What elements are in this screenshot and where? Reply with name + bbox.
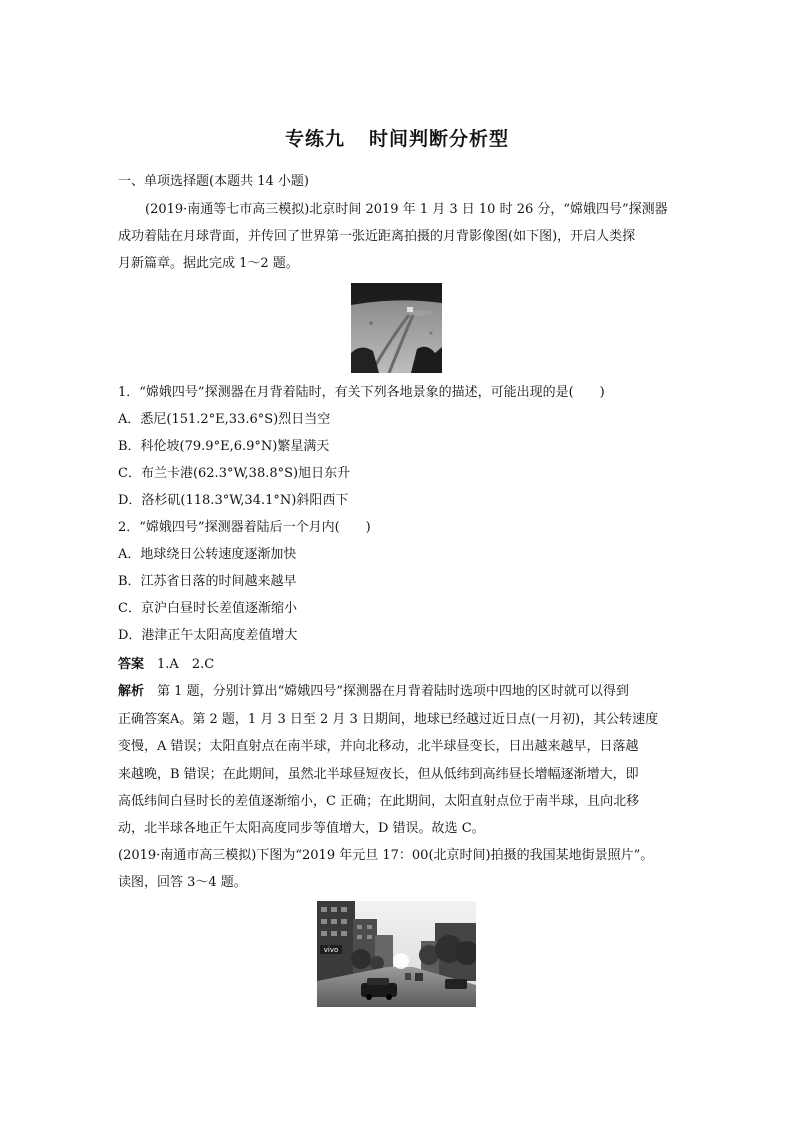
- moon-photo: [351, 283, 442, 373]
- explanation-line5: 高低纬间白昼时长的差值逐渐缩小，C 正确；在此期间，太阳直射点位于南半球，且向北移: [118, 794, 640, 809]
- explanation-text1: 第 1 题，分别计算出“嫦娥四号”探测器在月背着陆时选项中四地的区时就可以得到: [157, 684, 629, 699]
- intro1-line1: (2019·南通等七市高三模拟)北京时间 2019 年 1 月 3 日 10 时 26 分，“嫦娥四号”探测器: [145, 202, 668, 217]
- explanation-line2: 正确答案A。第 2 题，1 月 3 日至 2 月 3 日期间，地球已经越过近日点(一月初)，其公转速度: [118, 712, 659, 727]
- intro1-line2: 成功着陆在月球背面，并传回了世界第一张近距离拍摄的月背影像图(如下图)，开启人类探: [118, 229, 636, 244]
- explanation-line3: 变慢，A 错误；太阳直射点在南半球，并向北移动，北半球昼变长，日出越来越早，日落越: [118, 739, 639, 754]
- intro2-line2: 读图，回答 3～4 题。: [118, 875, 247, 890]
- title-part1: 专练九: [284, 128, 345, 150]
- title-part2: 时间判断分析型: [369, 128, 510, 150]
- intro2-line1: (2019·南通市高三模拟)下图为“2019 年元旦 17：00(北京时间)拍摄的我国某地街景照片”。: [118, 848, 654, 863]
- q1-stem: 1．“嫦娥四号”探测器在月背着陆时，有关下列各地景象的描述，可能出现的是( ): [118, 385, 605, 400]
- answer-text: 1.A 2.C: [157, 657, 215, 672]
- q2-stem: 2．“嫦娥四号”探测器着陆后一个月内( ): [118, 520, 371, 535]
- explanation-label: 解析: [118, 684, 145, 699]
- explanation-line4: 来越晚，B 错误；在此期间，虽然北半球昼短夜长，但从低纬到高纬昼长增幅逐渐增大，即: [118, 767, 639, 782]
- explanation-line6: 动，北半球各地正午太阳高度同步等值增大，D 错误。故选 C。: [118, 821, 485, 836]
- answer-line: [118, 657, 214, 673]
- q1-option-b: B．科伦坡(79.9°E,6.9°N)繁星满天: [118, 439, 330, 454]
- q1-option-a: A．悉尼(151.2°E,33.6°S)烈日当空: [118, 412, 331, 427]
- q2-option-c: C．京沪白昼时长差值逐渐缩小: [118, 601, 297, 616]
- street-sign-text: vivo: [323, 946, 339, 954]
- answer-label: 答案: [118, 657, 145, 672]
- q2-option-a: A．地球绕日公转速度逐渐加快: [118, 547, 297, 562]
- q2-option-d: D．港津正午太阳高度差值增大: [118, 628, 298, 643]
- q1-option-d: D．洛杉矶(118.3°W,34.1°N)斜阳西下: [118, 493, 349, 508]
- intro1-line3: 月新篇章。据此完成 1～2 题。: [118, 256, 299, 271]
- q2-option-b: B．江苏省日落的时间越来越早: [118, 574, 297, 589]
- page-title: [0, 124, 794, 151]
- section-heading: 一、单项选择题(本题共 14 小题): [118, 174, 309, 189]
- street-photo: [317, 901, 476, 1007]
- explanation-line1: [118, 684, 629, 700]
- q1-option-c: C．布兰卡港(62.3°W,38.8°S)旭日东升: [118, 466, 351, 481]
